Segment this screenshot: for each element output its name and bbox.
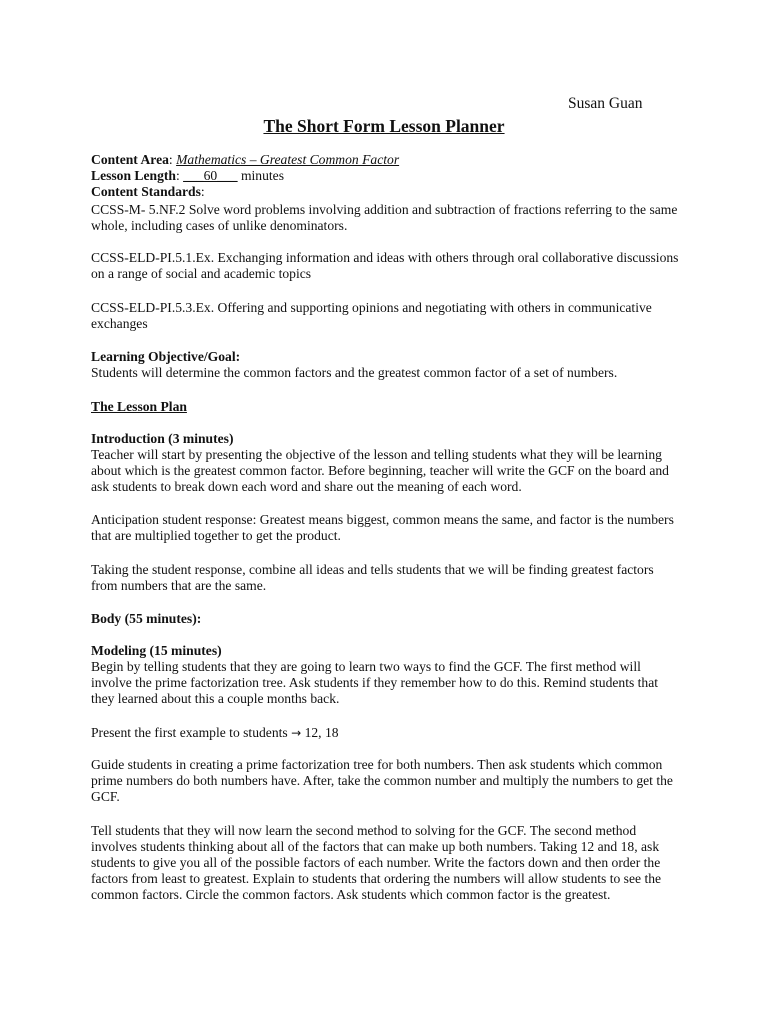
lesson-length-value: ___60___: [183, 168, 238, 183]
paragraph: Anticipation student response: Greatest means biggest, common means the same, and factor is the numbers that are multiplied together to get the product.: [91, 512, 674, 543]
objective-label: Learning Objective/Goal:: [91, 349, 241, 364]
lesson-length-unit: minutes: [240, 168, 284, 183]
modeling-heading: Modeling (15 minutes): [91, 643, 222, 658]
standard-item: CCSS-ELD-PI.5.3.Ex. Offering and supporting opinions and negotiating with others in communicative exchanges: [91, 300, 652, 331]
example-prefix: Present the first example to students: [91, 725, 288, 740]
paragraph: Teacher will start by presenting the objective of the lesson and telling students what they will be learning about which is the greatest common factor. Before beginning, teacher will write the GCF on the board and ask students to break down each word and share out the meaning of each word.: [91, 447, 669, 494]
objective-text: Students will determine the common factors and the greatest common factor of a set of numbers.: [91, 365, 618, 380]
content-area-value: Mathematics – Greatest Common Factor: [176, 152, 400, 167]
content-area-label: Content Area: [91, 152, 169, 167]
lesson-meta: [91, 152, 681, 200]
content-area-line: Content Area: Mathematics – Greatest Common Factor: [91, 152, 400, 167]
standard-item: CCSS-M- 5.NF.2 Solve word problems involving addition and subtraction of fractions referring to the same whole, including cases of unlike denominators.: [91, 202, 678, 233]
example-numbers: 12, 18: [304, 725, 339, 740]
lesson-plan-heading: The Lesson Plan: [91, 399, 187, 414]
paragraph: Tell students that they will now learn the second method to solving for the GCF. The second method involves students thinking about all of the factors that can make up both numbers. Taking 12 and 18, ask students to give you all of the possible factors of each number. Write the factors down and then order the factors from least to greatest. Explain to students that ordering the numbers will allow students to see the common factors. Circle the common factors. Ask students which common factor is the greatest.: [91, 823, 662, 902]
lesson-length-line: Lesson Length: ___60___ minutes: [91, 168, 284, 183]
content-standards-line: Content Standards:: [91, 184, 205, 199]
example-line: [91, 725, 681, 741]
paragraph: Taking the student response, combine all ideas and tells students that we will be finding greatest factors from numbers that are the same.: [91, 562, 654, 593]
introduction-heading: Introduction (3 minutes): [91, 431, 234, 446]
paragraph: Begin by telling students that they are going to learn two ways to find the GCF. The first method will involve the prime factorization tree. Ask students if they remember how to do this. Remind students that they learned about this a couple months back.: [91, 659, 659, 706]
content-standards-label: Content Standards: [91, 184, 201, 199]
arrow-right-icon: →: [291, 726, 302, 740]
introduction-section: [91, 431, 681, 495]
objective-section: [91, 349, 681, 381]
document-title: The Short Form Lesson Planner: [263, 116, 505, 136]
lesson-length-label: Lesson Length: [91, 168, 176, 183]
paragraph: Guide students in creating a prime factorization tree for both numbers. Then ask students which common prime numbers do both numbers have. After, take the common number and multiply the numbers to get the GCF.: [91, 757, 673, 804]
modeling-section: [91, 643, 681, 707]
author-name: Susan Guan: [568, 95, 643, 112]
body-heading: Body (55 minutes):: [91, 611, 202, 626]
standard-item: CCSS-ELD-PI.5.1.Ex. Exchanging information and ideas with others through oral collaborative discussions on a range of social and academic topics: [91, 250, 679, 281]
